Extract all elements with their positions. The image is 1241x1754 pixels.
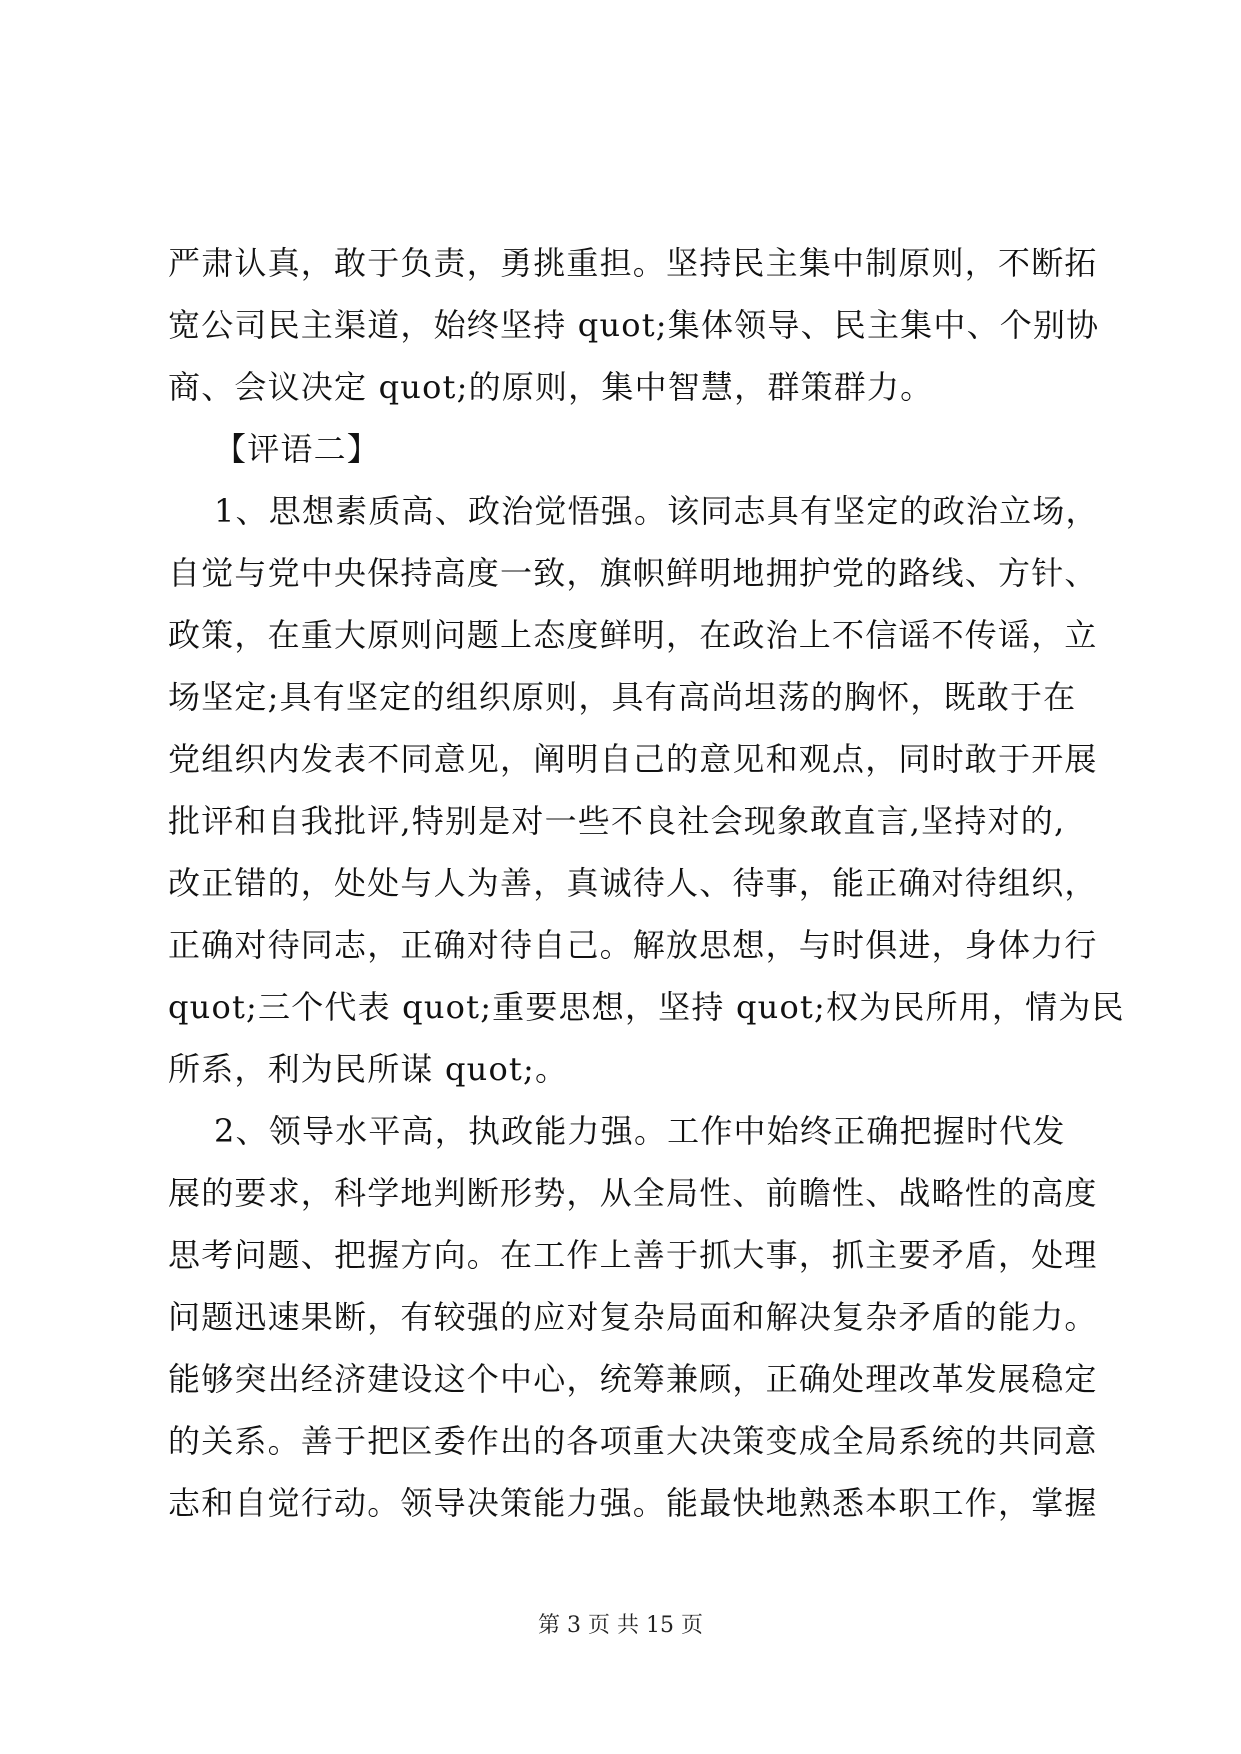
- section-heading: 【评语二】: [214, 430, 381, 468]
- paragraph-first-line: 1、思想素质高、政治觉悟强。该同志具有坚定的政治立场，: [214, 492, 1099, 530]
- text-line: 能够突出经济建设这个中心，统筹兼顾，正确处理改革发展稳定: [168, 1360, 1098, 1398]
- text-line: 问题迅速果断，有较强的应对复杂局面和解决复杂矛盾的能力。: [168, 1298, 1098, 1336]
- text-line: 严肃认真，敢于负责，勇挑重担。坚持民主集中制原则，不断拓: [168, 244, 1098, 282]
- page-footer: [0, 1608, 1241, 1639]
- text-line: 自觉与党中央保持高度一致，旗帜鲜明地拥护党的路线、方针、: [168, 554, 1098, 592]
- text-line: 宽公司民主渠道，始终坚持 quot;集体领导、民主集中、个别协: [168, 306, 1100, 344]
- text-line: 正确对待同志，正确对待自己。解放思想，与时俱进，身体力行: [168, 926, 1098, 964]
- text-line: 思考问题、把握方向。在工作上善于抓大事，抓主要矛盾，处理: [168, 1236, 1098, 1274]
- page-number-label: 第 3 页 共 15 页: [538, 1613, 703, 1638]
- text-line: 党组织内发表不同意见，阐明自己的意见和观点，同时敢于开展: [168, 740, 1098, 778]
- text-line: 商、会议决定 quot;的原则，集中智慧，群策群力。: [168, 368, 934, 406]
- document-body: [168, 232, 1125, 1534]
- text-line: 改正错的，处处与人为善，真诚待人、待事，能正确对待组织，: [168, 864, 1098, 902]
- text-line: 志和自觉行动。领导决策能力强。能最快地熟悉本职工作，掌握: [168, 1484, 1098, 1522]
- paragraph-first-line: 2、领导水平高，执政能力强。工作中始终正确把握时代发: [214, 1112, 1066, 1150]
- text-line: 场坚定;具有坚定的组织原则，具有高尚坦荡的胸怀，既敢于在: [168, 678, 1077, 716]
- text-line: 展的要求，科学地判断形势，从全局性、前瞻性、战略性的高度: [168, 1174, 1098, 1212]
- text-line: quot;三个代表 quot;重要思想，坚持 quot;权为民所用，情为民: [168, 988, 1125, 1026]
- text-line: 批评和自我批评,特别是对一些不良社会现象敢直言,坚持对的,: [168, 802, 1066, 840]
- text-line: 的关系。善于把区委作出的各项重大决策变成全局系统的共同意: [168, 1422, 1098, 1460]
- text-line: 政策，在重大原则问题上态度鲜明，在政治上不信谣不传谣，立: [168, 616, 1098, 654]
- text-line: 所系，利为民所谋 quot;。: [168, 1050, 569, 1088]
